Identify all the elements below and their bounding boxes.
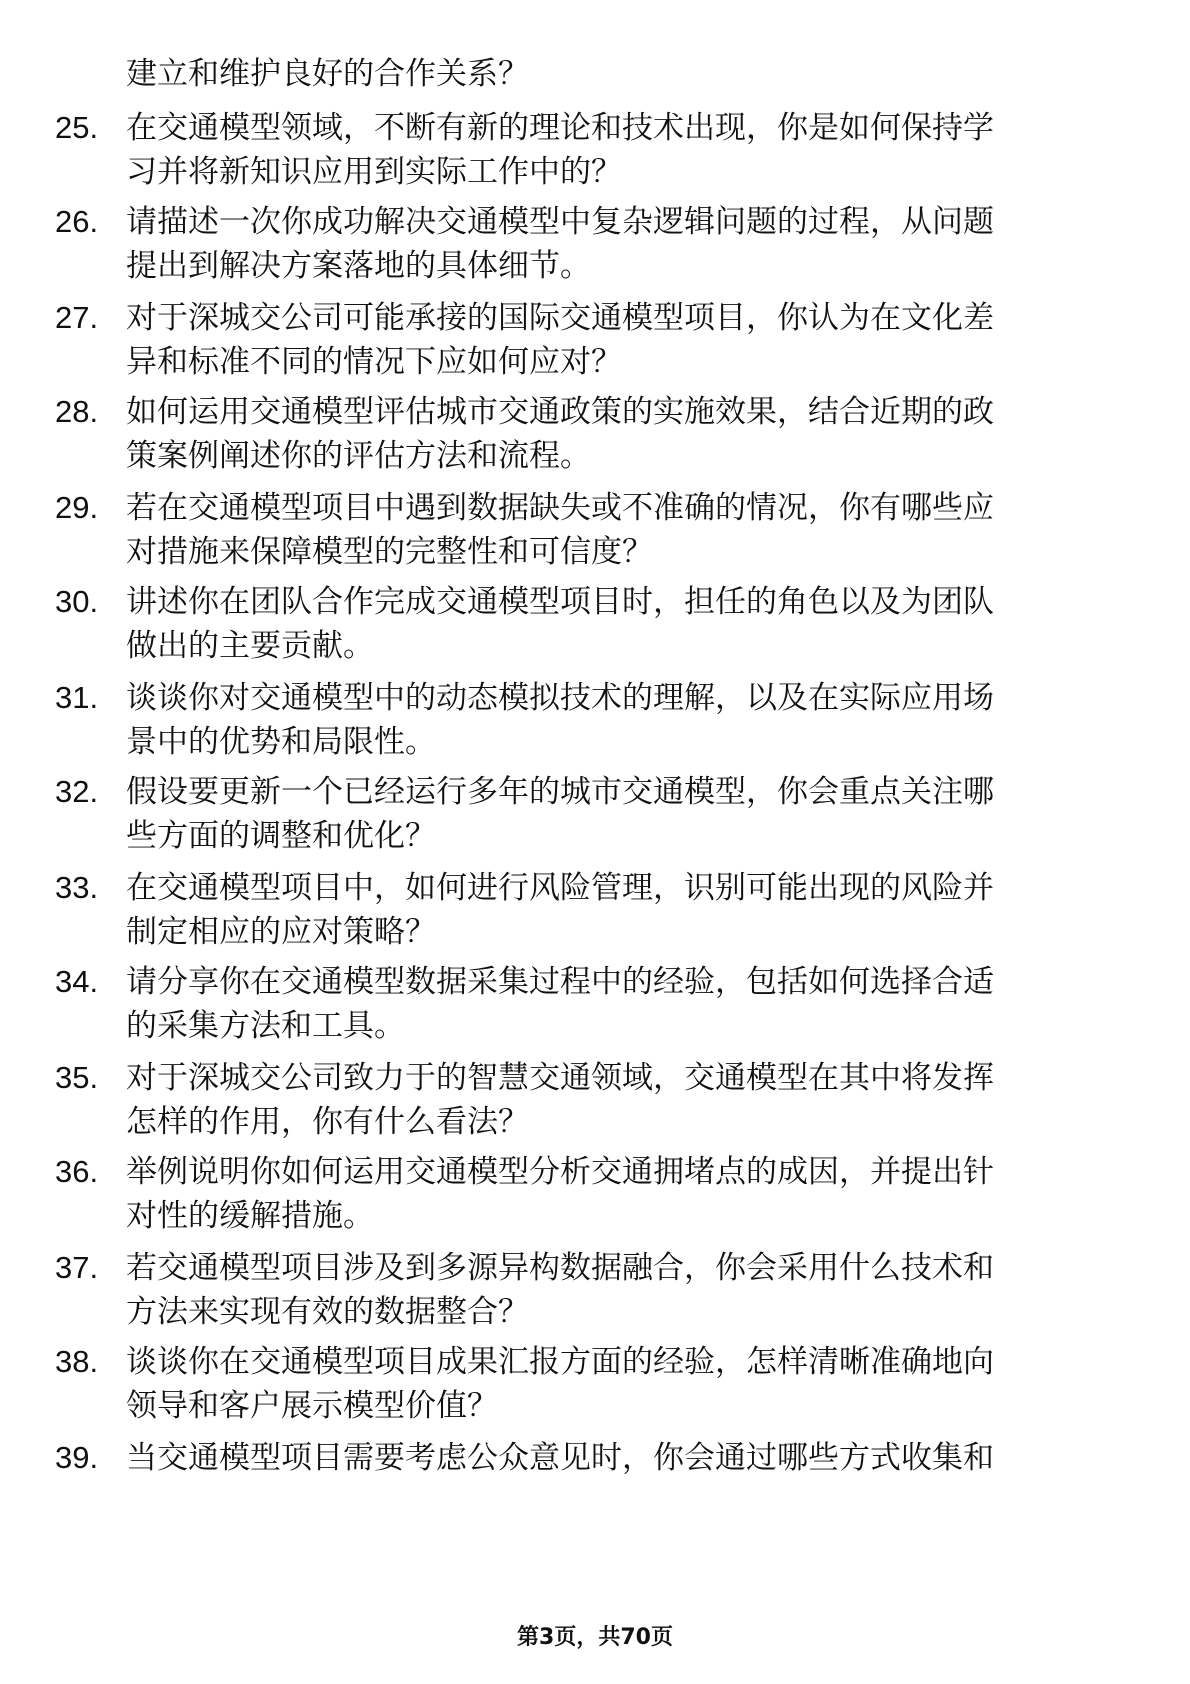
question-text-line: 怎样的作用，你有什么看法？: [126, 1104, 529, 1140]
question-text-line: 提出到解决方案落地的具体细节。: [126, 248, 591, 284]
question-text-line: 若交通模型项目涉及到多源异构数据融合，你会采用什么技术和: [126, 1250, 994, 1286]
question-text-line: 对性的缓解措施。: [126, 1198, 374, 1234]
question-number: 29.: [55, 490, 99, 525]
question-text-line: 对于深城交公司可能承接的国际交通模型项目，你认为在文化差: [126, 300, 994, 336]
question-text-line: 请分享你在交通模型数据采集过程中的经验，包括如何选择合适: [126, 964, 994, 1000]
question-text-line: 些方面的调整和优化？: [126, 818, 436, 854]
question-number: 37.: [55, 1250, 99, 1285]
question-item: [0, 486, 1190, 576]
question-text-line: 的采集方法和工具。: [126, 1008, 405, 1044]
question-text-line: 谈谈你在交通模型项目成果汇报方面的经验，怎样清晰准确地向: [126, 1344, 994, 1380]
question-item: [0, 296, 1190, 386]
question-text-line: 策案例阐述你的评估方法和流程。: [126, 438, 591, 474]
question-number: 36.: [55, 1154, 99, 1189]
question-item: [0, 676, 1190, 766]
question-item: [0, 1150, 1190, 1240]
question-number: 33.: [55, 870, 99, 905]
question-text-line: 做出的主要贡献。: [126, 628, 374, 664]
question-number: 30.: [55, 584, 99, 619]
question-item: [0, 200, 1190, 290]
question-text-line: 对于深城交公司致力于的智慧交通领域，交通模型在其中将发挥: [126, 1060, 994, 1096]
question-item: [0, 1340, 1190, 1430]
question-text-line: 谈谈你对交通模型中的动态模拟技术的理解，以及在实际应用场: [126, 680, 994, 716]
question-item: [0, 866, 1190, 956]
question-number: 35.: [55, 1060, 99, 1095]
question-text-line: 习并将新知识应用到实际工作中的？: [126, 154, 622, 190]
question-number: 38.: [55, 1344, 99, 1379]
question-text-line: 请描述一次你成功解决交通模型中复杂逻辑问题的过程，从问题: [126, 204, 994, 240]
question-text-line: 异和标准不同的情况下应如何应对？: [126, 344, 622, 380]
question-text-line: 在交通模型项目中，如何进行风险管理，识别可能出现的风险并: [126, 870, 994, 906]
question-number: 27.: [55, 300, 99, 335]
question-number: 26.: [55, 204, 99, 239]
question-number: 25.: [55, 110, 99, 145]
question-item: [0, 1436, 1190, 1526]
question-item: [0, 390, 1190, 480]
question-text-line: 若在交通模型项目中遇到数据缺失或不准确的情况，你有哪些应: [126, 490, 994, 526]
question-text-line: 讲述你在团队合作完成交通模型项目时，担任的角色以及为团队: [126, 584, 994, 620]
question-number: 31.: [55, 680, 99, 715]
question-text-line: 举例说明你如何运用交通模型分析交通拥堵点的成因，并提出针: [126, 1154, 994, 1190]
question-item: [0, 580, 1190, 670]
question-number: 39.: [55, 1440, 99, 1475]
continued-question-text: 建立和维护良好的合作关系？: [126, 56, 529, 92]
page-number-footer: 第3页，共70页: [517, 1625, 673, 1650]
question-text-line: 如何运用交通模型评估城市交通政策的实施效果，结合近期的政: [126, 394, 994, 430]
question-text-line: 景中的优势和局限性。: [126, 724, 436, 760]
question-item: [0, 106, 1190, 196]
question-text-line: 领导和客户展示模型价值？: [126, 1388, 498, 1424]
question-item: [0, 1056, 1190, 1146]
question-item: [0, 770, 1190, 860]
question-item: [0, 1246, 1190, 1336]
question-text-line: 对措施来保障模型的完整性和可信度？: [126, 534, 653, 570]
question-number: 28.: [55, 394, 99, 429]
question-text-line: 制定相应的应对策略？: [126, 914, 436, 950]
question-text-line: 当交通模型项目需要考虑公众意见时，你会通过哪些方式收集和: [126, 1440, 994, 1476]
question-text-line: 在交通模型领域，不断有新的理论和技术出现，你是如何保持学: [126, 110, 994, 146]
question-text-line: 方法来实现有效的数据整合？: [126, 1294, 529, 1330]
question-text-line: 假设要更新一个已经运行多年的城市交通模型，你会重点关注哪: [126, 774, 994, 810]
question-item: [0, 960, 1190, 1050]
question-number: 34.: [55, 964, 99, 999]
question-number: 32.: [55, 774, 99, 809]
